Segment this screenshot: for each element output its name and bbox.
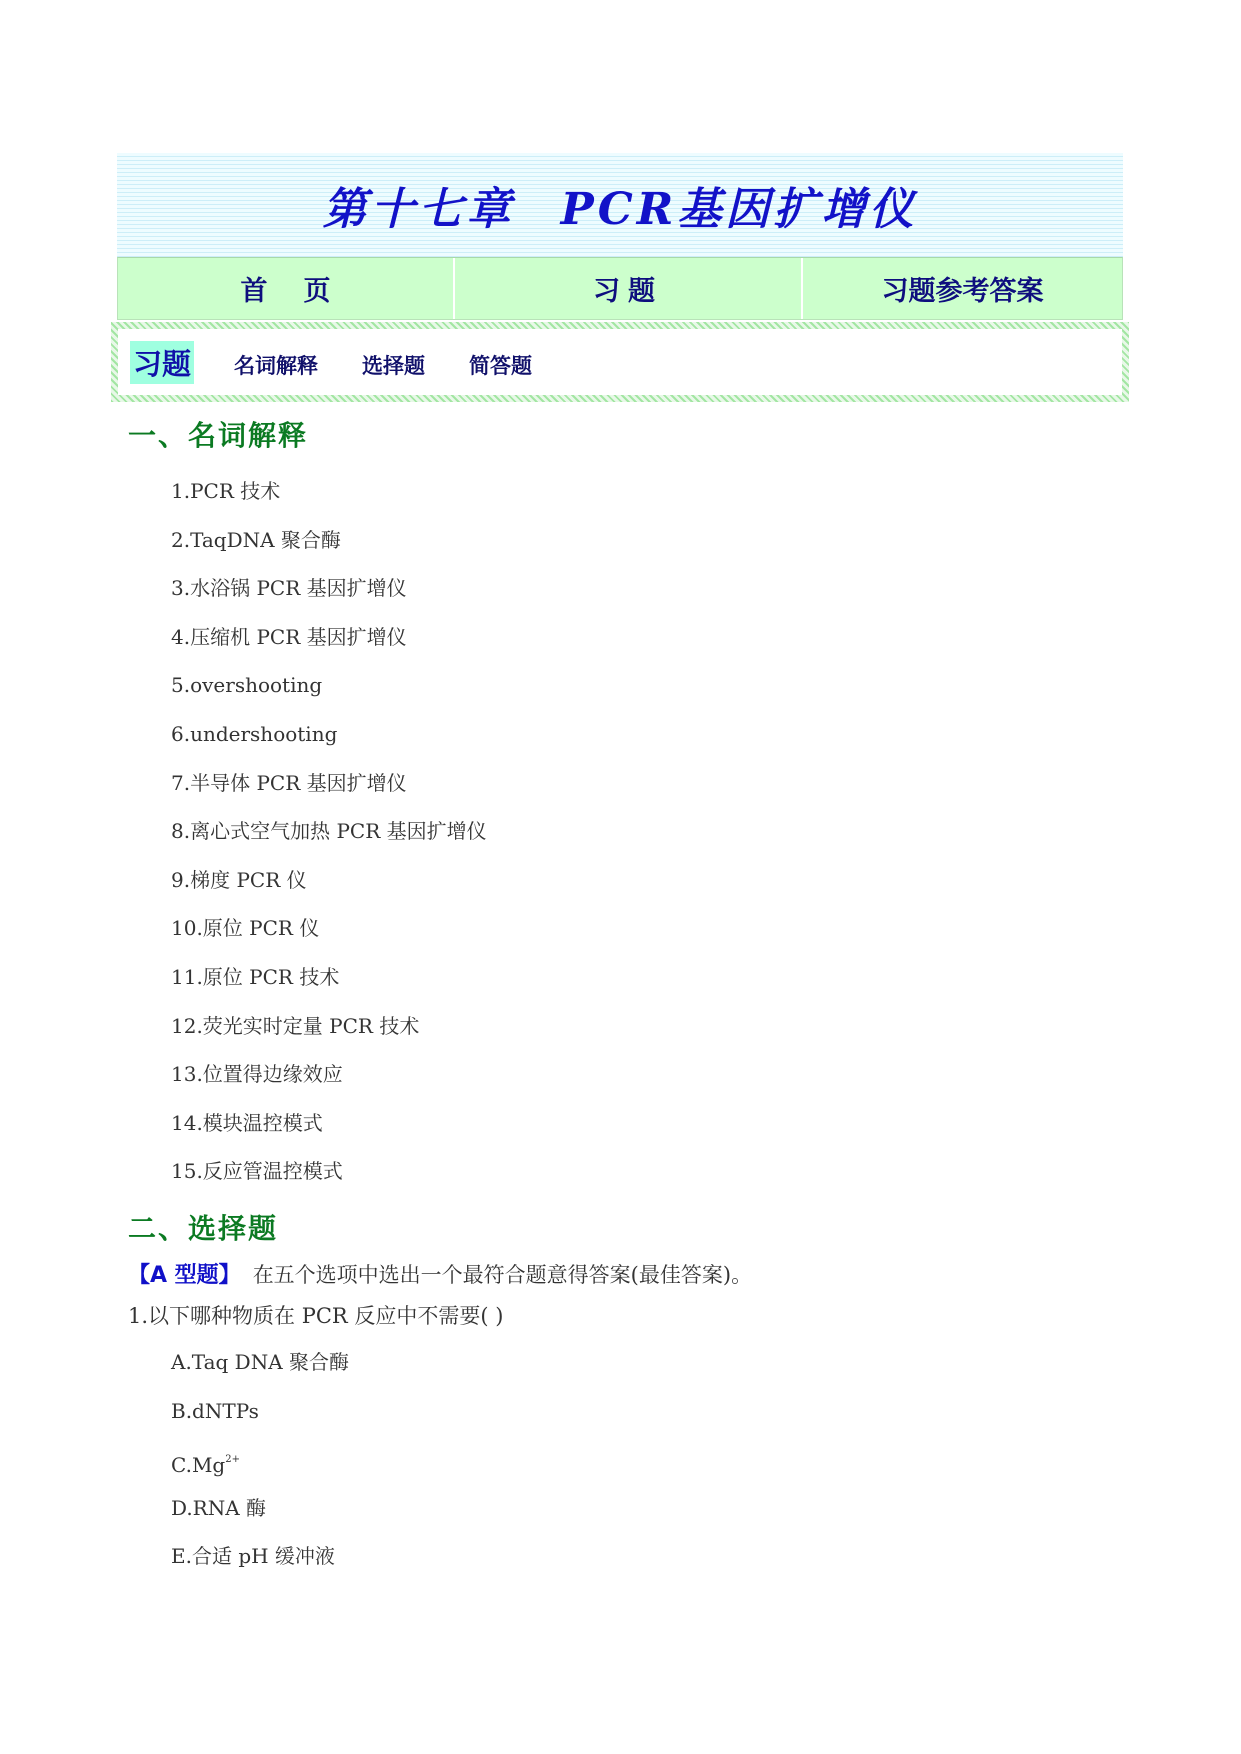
chapter-number: 第十七章 bbox=[322, 184, 515, 235]
list-item: 10.原位 PCR 仪 bbox=[171, 916, 320, 941]
option-c-superscript: 2+ bbox=[225, 1454, 240, 1465]
list-item: 5.overshooting bbox=[171, 673, 323, 698]
list-item: 14.模块温控模式 bbox=[171, 1110, 323, 1135]
list-item: 13.位置得边缘效应 bbox=[171, 1062, 343, 1087]
list-item: 3.水浴锅 PCR 基因扩增仪 bbox=[171, 576, 407, 601]
option-d: D.RNA 酶 bbox=[171, 1495, 267, 1520]
question-type-line bbox=[128, 1258, 752, 1289]
nav-home-link[interactable]: 首页 bbox=[118, 258, 455, 319]
option-a: A.Taq DNA 聚合酶 bbox=[171, 1350, 350, 1374]
sub-nav-current: 习题 bbox=[130, 341, 194, 384]
sub-nav-link-short-answer[interactable]: 简答题 bbox=[469, 354, 533, 378]
option-c bbox=[171, 1442, 349, 1491]
question-type-tag: 【A 型题】 bbox=[128, 1263, 241, 1288]
section-heading-choice: 二、选择题 bbox=[128, 1212, 279, 1245]
list-item: 2.TaqDNA 聚合酶 bbox=[171, 527, 341, 552]
sub-nav-inner bbox=[118, 329, 1122, 395]
list-item: 6.undershooting bbox=[171, 721, 338, 746]
option-b: B.dNTPs bbox=[171, 1398, 259, 1423]
list-item: 7.半导体 PCR 基因扩增仪 bbox=[171, 770, 407, 795]
section-heading-terms: 一、名词解释 bbox=[128, 419, 309, 452]
chapter-name: PCR基因扩增仪 bbox=[560, 184, 918, 235]
list-item: 11.原位 PCR 技术 bbox=[171, 964, 340, 989]
title-banner bbox=[117, 153, 1123, 257]
option-c-text: C.Mg bbox=[171, 1453, 226, 1477]
sub-nav-link-choice[interactable]: 选择题 bbox=[362, 354, 426, 378]
question-type-description: 在五个选项中选出一个最符合题意得答案(最佳答案)。 bbox=[252, 1263, 753, 1287]
list-item: 4.压缩机 PCR 基因扩增仪 bbox=[171, 624, 407, 649]
list-item: 1.PCR 技术 bbox=[171, 479, 281, 503]
chapter-title bbox=[323, 173, 918, 237]
terms-list bbox=[171, 474, 487, 1203]
nav-exercises-link[interactable]: 习题 bbox=[455, 258, 803, 319]
list-item: 15.反应管温控模式 bbox=[171, 1159, 343, 1184]
list-item: 8.离心式空气加热 PCR 基因扩增仪 bbox=[171, 819, 487, 844]
list-item: 12.荧光实时定量 PCR 技术 bbox=[171, 1013, 420, 1038]
sub-nav bbox=[111, 322, 1129, 402]
options-list bbox=[171, 1345, 349, 1588]
option-e: E.合适 pH 缓冲液 bbox=[171, 1544, 335, 1568]
nav-answers-link[interactable]: 习题参考答案 bbox=[881, 276, 1044, 307]
list-item: 9.梯度 PCR 仪 bbox=[171, 867, 307, 892]
question-text: 1.以下哪种物质在 PCR 反应中不需要( ) bbox=[128, 1304, 504, 1328]
sub-nav-link-terms[interactable]: 名词解释 bbox=[234, 354, 319, 378]
main-nav bbox=[117, 257, 1123, 320]
